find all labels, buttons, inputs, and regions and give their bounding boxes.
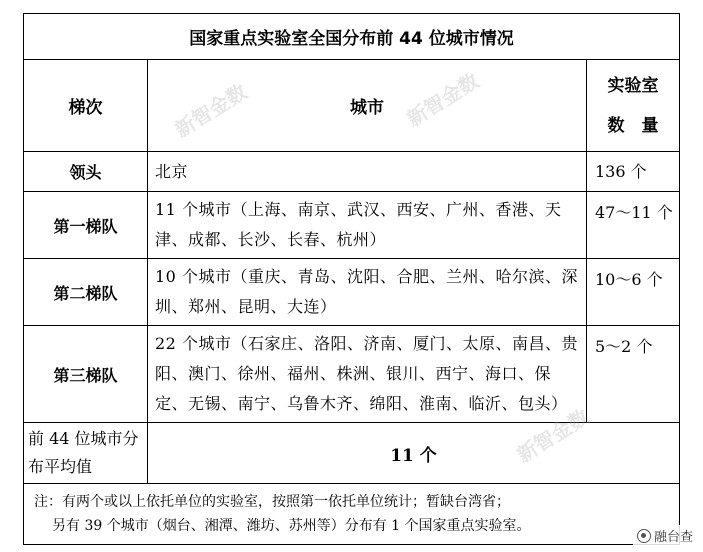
count-cell: 47～11 个 bbox=[587, 192, 680, 259]
note-row bbox=[24, 484, 680, 545]
average-value: 11 个 bbox=[148, 423, 680, 484]
header-count-line2: 数 量 bbox=[607, 115, 659, 136]
tier-cell: 第三梯队 bbox=[24, 326, 148, 423]
cities-cell: 11 个城市（上海、南京、武汉、西安、广州、香港、天津、成都、长沙、长春、杭州） bbox=[148, 192, 587, 259]
footnote-line2: 另有 39 个城市（烟台、湘潭、潍坊、苏州等）分布有 1 个国家重点实验室。 bbox=[52, 518, 531, 534]
watermark: 新智金数 bbox=[170, 79, 252, 143]
cities-cell: 北京 bbox=[148, 152, 587, 192]
brand-badge bbox=[633, 525, 697, 546]
tier-cell: 第一梯队 bbox=[24, 192, 148, 259]
count-cell: 5～2 个 bbox=[587, 326, 680, 423]
footnote bbox=[24, 484, 680, 545]
table-title: 国家重点实验室全国分布前 44 位城市情况 bbox=[24, 14, 680, 60]
average-row bbox=[24, 423, 680, 484]
tier-cell: 领头 bbox=[24, 152, 148, 192]
table-row bbox=[24, 152, 680, 192]
lab-distribution-table bbox=[23, 13, 680, 545]
header-count-line1: 实验室 bbox=[607, 75, 659, 96]
table-row bbox=[24, 326, 680, 423]
header-row bbox=[24, 60, 680, 152]
table-row bbox=[24, 259, 680, 326]
header-city: 城市 bbox=[148, 60, 587, 152]
title-row bbox=[24, 14, 680, 60]
header-tier: 梯次 bbox=[24, 60, 148, 152]
count-cell: 10～6 个 bbox=[587, 259, 680, 326]
wechat-icon bbox=[637, 529, 651, 543]
cities-cell: 10 个城市（重庆、青岛、沈阳、合肥、兰州、哈尔滨、深圳、郑州、昆明、大连） bbox=[148, 259, 587, 326]
count-cell: 136 个 bbox=[587, 152, 680, 192]
tier-cell: 第二梯队 bbox=[24, 259, 148, 326]
header-count bbox=[587, 60, 680, 152]
cities-cell: 22 个城市（石家庄、洛阳、济南、厦门、太原、南昌、贵阳、澳门、徐州、福州、株洲、银川、西宁、海口、保定、无锡、南宁、乌鲁木齐、绵阳、淮南、临沂、包头） bbox=[148, 326, 587, 423]
brand-name: 融台查 bbox=[653, 530, 693, 545]
footnote-line1: 注：有两个或以上依托单位的实验室，按照第一依托单位统计；暂缺台湾省； bbox=[34, 494, 510, 510]
table-row bbox=[24, 192, 680, 259]
watermark: 新智金数 bbox=[402, 68, 484, 132]
average-label: 前 44 位城市分布平均值 bbox=[24, 423, 148, 484]
watermark: 新智金数 bbox=[512, 404, 594, 468]
table-container bbox=[23, 13, 679, 545]
